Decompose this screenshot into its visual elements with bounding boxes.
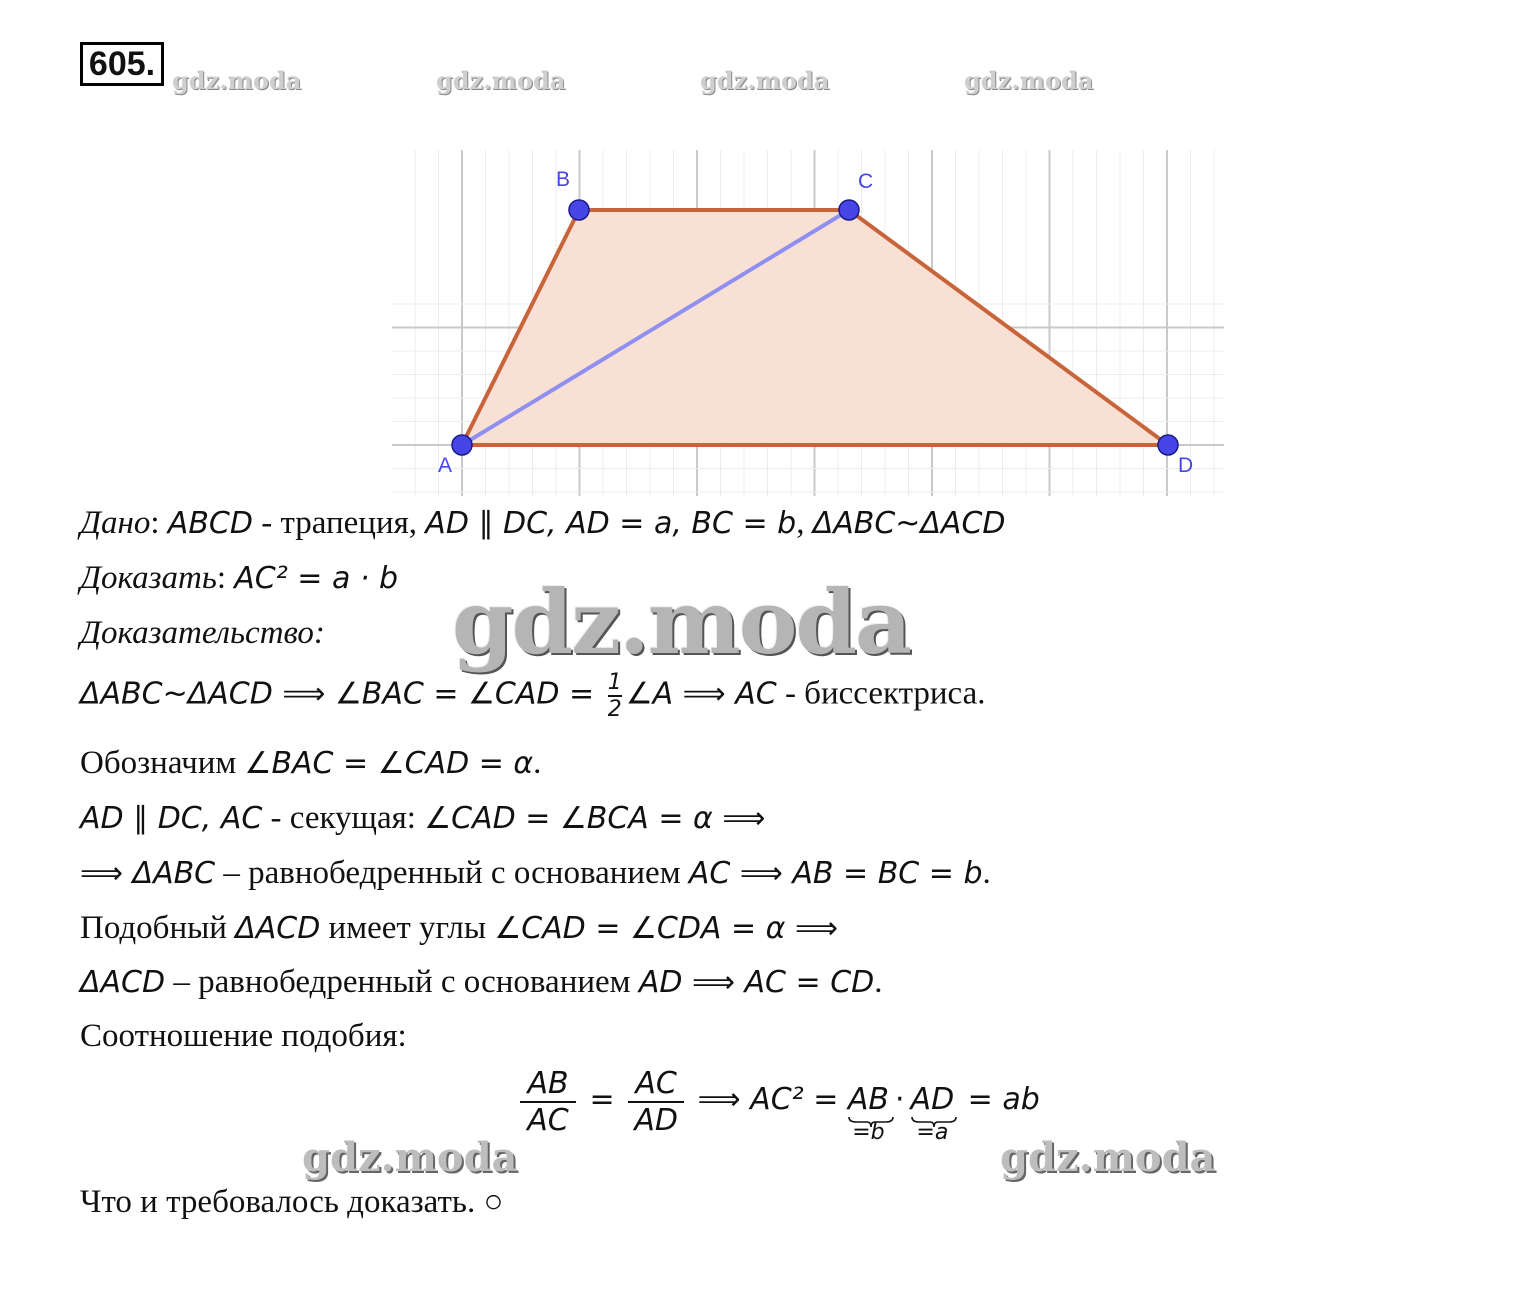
conclusion: Что и требовалось доказать. ○: [80, 1184, 504, 1220]
fraction-ac-ad: [628, 1066, 684, 1138]
given-formula-2: AD ∥ DC, AD = a, BC = b: [425, 506, 797, 541]
trapezoid-figure: [392, 150, 1224, 496]
proof-text: имеет углы: [320, 910, 495, 946]
watermark-large: gdz.moda: [452, 570, 911, 674]
proof-text: - секущая:: [262, 800, 425, 836]
dot-operator: ·: [895, 1081, 905, 1117]
point-c: [839, 200, 859, 220]
fraction-numerator: AC: [635, 1066, 677, 1101]
watermark: gdz.moda: [700, 66, 830, 95]
fraction-numerator: AB: [527, 1066, 569, 1101]
proof-formula: ∠A ⟹ AC: [625, 676, 777, 712]
underbrace-label: =b: [852, 1119, 885, 1145]
watermark: gdz.moda: [436, 66, 566, 95]
label-c: C: [858, 170, 874, 193]
proof-line-1: [80, 670, 986, 740]
label-b: B: [556, 168, 571, 191]
given-formula-3: ΔABC~ΔACD: [812, 506, 1006, 541]
watermark: gdz.moda: [964, 66, 1094, 95]
proof-formula: AD ∥ DC, AC: [80, 801, 263, 836]
proof-text: – равнобедренный с основанием: [165, 964, 639, 1000]
proof-formula: ΔACD: [235, 911, 321, 946]
underbrace-term: AD: [910, 1081, 955, 1117]
prove-line: Доказать: AC² = a · b: [80, 560, 399, 596]
problem-number: 605.: [80, 42, 164, 86]
equals-sign: =: [589, 1081, 615, 1117]
equation-rest: ⟹ AC² =: [697, 1081, 848, 1117]
proof-text: .: [533, 745, 542, 781]
watermark: gdz.moda: [172, 66, 302, 95]
proof-text: .: [982, 855, 991, 891]
point-b: [569, 200, 589, 220]
equation-result: = ab: [967, 1081, 1040, 1117]
proof-line-2: [80, 745, 541, 782]
fraction-numerator: 1: [607, 670, 622, 695]
similarity-equation: [520, 1066, 1040, 1176]
fraction-denominator: AD: [634, 1103, 678, 1138]
point-d: [1158, 435, 1178, 455]
label-a: A: [438, 454, 453, 477]
proof-text: - биссектриса.: [776, 675, 986, 712]
given-formula-1: ABCD: [167, 506, 253, 541]
proof-line-5: [80, 910, 838, 947]
fraction-denominator: 2: [607, 697, 622, 722]
watermark: gdz.moda: [302, 1134, 518, 1181]
given-label: Дано: [80, 505, 151, 541]
proof-line-6: [80, 964, 883, 1001]
proof-line-7: Соотношение подобия:: [80, 1018, 407, 1054]
fraction-denominator: AC: [527, 1103, 569, 1138]
proof-line-4: [80, 855, 991, 892]
fraction-ab-ac: [520, 1066, 576, 1138]
underbrace-ad: [910, 1081, 955, 1145]
given-text: - трапеция,: [252, 505, 426, 541]
proof-text: Обозначим: [80, 745, 245, 781]
proof-text: .: [874, 964, 883, 1000]
prove-formula: AC² = a · b: [234, 561, 399, 596]
prove-label: Доказать: [80, 560, 217, 596]
proof-formula: AC ⟹ AB = BC = b: [688, 856, 983, 891]
proof-text: Подобный: [80, 910, 236, 946]
given-line: Дано: ABCD - трапеция, AD ∥ DC, AD = a, BC = b, ΔABC~ΔACD: [80, 505, 1006, 541]
watermark: gdz.moda: [1000, 1134, 1216, 1181]
fraction-half: [608, 670, 622, 722]
proof-formula: ∠CAD = ∠CDA = α ⟹: [494, 911, 838, 946]
proof-formula: ∠CAD = ∠BCA = α ⟹: [424, 801, 766, 836]
proof-formula: ΔABC~ΔACD ⟹ ∠BAC = ∠CAD =: [80, 676, 604, 712]
underbrace-label: =a: [916, 1119, 949, 1145]
underbrace-ab: [847, 1081, 889, 1145]
underbrace-term: AB: [847, 1081, 889, 1117]
proof-formula: ∠BAC = ∠CAD = α: [244, 746, 534, 781]
proof-text: – равнобедренный с основанием: [215, 855, 689, 891]
label-d: D: [1178, 454, 1194, 477]
proof-formula: ΔACD: [80, 965, 166, 1000]
point-a: [452, 435, 472, 455]
proof-label: Доказательство:: [80, 615, 325, 651]
proof-line-3: [80, 800, 765, 837]
proof-formula: ⟹ ΔABC: [80, 856, 216, 891]
given-sep: ,: [796, 505, 813, 541]
proof-formula: AD ⟹ AC = CD: [638, 965, 875, 1000]
